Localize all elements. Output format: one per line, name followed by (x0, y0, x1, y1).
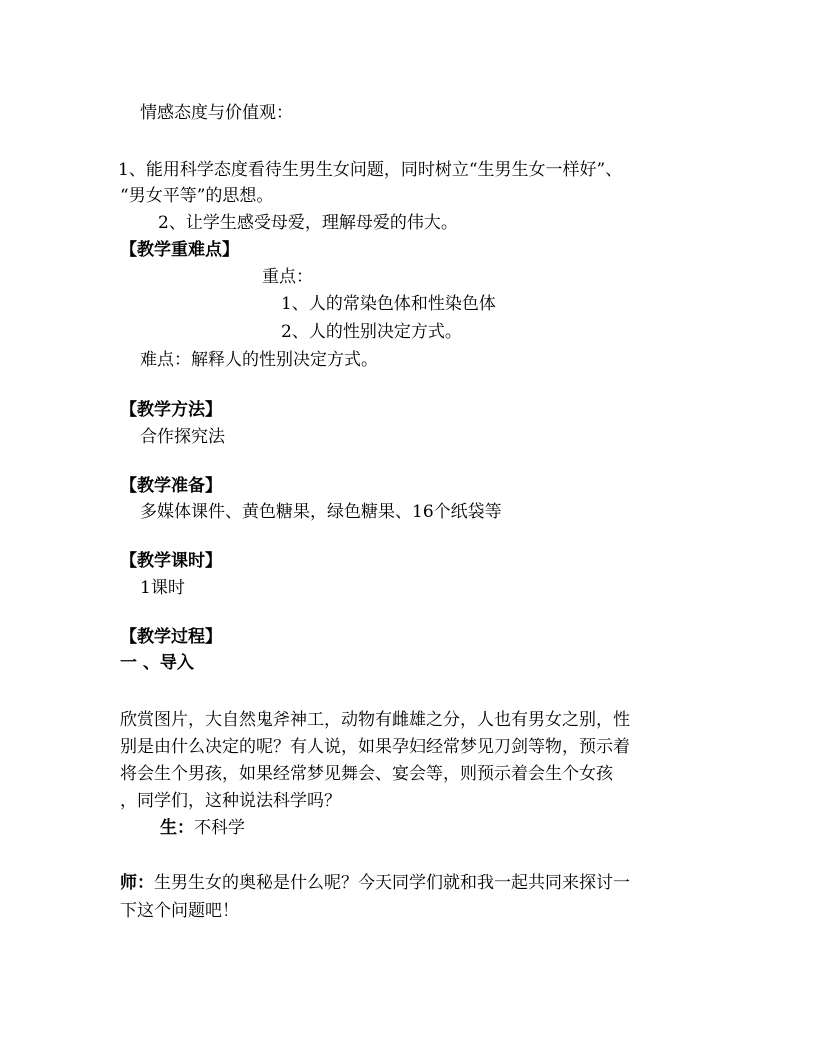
method-text: 合作探究法 (140, 427, 225, 447)
method-heading: 【教学方法】 (120, 400, 222, 420)
duration-text: 1课时 (140, 578, 185, 598)
intro-paragraph-line-1: 欣赏图片，大自然鬼斧神工，动物有雌雄之分，人也有男女之别，性 (120, 710, 630, 730)
intro-paragraph-line-3: 将会生个男孩，如果经常梦见舞会、宴会等，则预示着会生个女孩 (120, 764, 613, 784)
focus-item-2: 2、人的性别决定方式。 (281, 322, 462, 342)
focus-label: 重点： (262, 267, 313, 287)
intro-paragraph-line-4: ，同学们，这种说法科学吗？ (120, 791, 341, 811)
key-points-heading: 【教学重难点】 (120, 240, 239, 260)
student-label: 生： (160, 818, 194, 838)
preparation-text: 多媒体课件、黄色糖果，绿色糖果、16个纸袋等 (140, 502, 502, 522)
teacher-line-1 (120, 873, 630, 893)
goal-1-line-2: “男女平等”的思想。 (120, 186, 274, 206)
student-response (160, 818, 245, 838)
preparation-heading: 【教学准备】 (120, 476, 222, 496)
section-1-title: 一 、导入 (120, 653, 194, 673)
difficulty-line: 难点：解释人的性别决定方式。 (140, 350, 378, 370)
intro-paragraph-line-2: 别是由什么决定的呢？有人说，如果孕妇经常梦见刀剑等物，预示着 (120, 737, 630, 757)
goal-2: 2、让学生感受母爱，理解母爱的伟大。 (158, 213, 458, 233)
duration-heading: 【教学课时】 (120, 551, 222, 571)
goal-1-line-1: 1、能用科学态度看待生男生女问题，同时树立“生男生女一样好”、 (118, 160, 623, 180)
teacher-label: 师： (120, 873, 154, 893)
emotion-heading: 情感态度与价值观： (140, 103, 293, 123)
process-heading: 【教学过程】 (120, 627, 222, 647)
student-text: 不科学 (194, 818, 245, 838)
teacher-text-1: 生男生女的奥秘是什么呢？今天同学们就和我一起共同来探讨一 (154, 873, 630, 893)
teacher-line-2: 下这个问题吧！ (120, 901, 239, 921)
focus-item-1: 1、人的常染色体和性染色体 (281, 294, 496, 314)
